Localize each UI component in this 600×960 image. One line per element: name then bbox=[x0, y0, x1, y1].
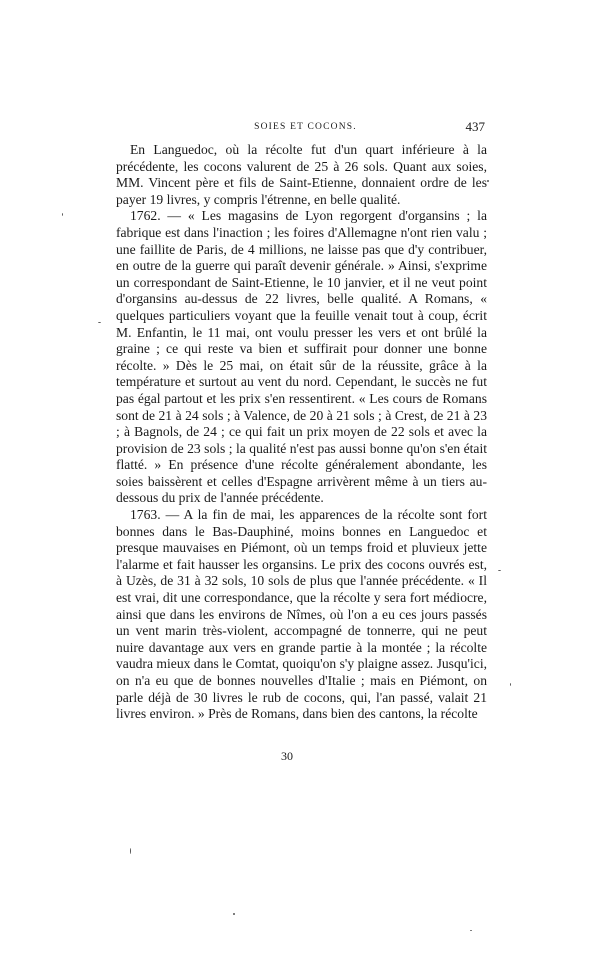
scan-speck bbox=[233, 913, 235, 915]
book-page bbox=[116, 119, 487, 723]
paragraph-1763: 1763. — A la fin de mai, les apparences de la récolte sont fort bonnes dans le Bas-Dauphiné, moins bonnes en Languedoc et presque mauvaises en Piémont, où un temps froid et pluvieux jette l'alarme et fait hausser les organsins. Le prix des cocons ouvrés est, à Uzès, de 31 à 32 sols, 10 sols de plus que l'année précédente. « Il est vrai, dit une correspondance, que la récolte y sera fort médiocre, ainsi que dans les environs de Nîmes, où l'on a eu ces jours passés un vent marin très-violent, accompagné de tonnerre, qui ne peut nuire davantage aux vers en grande partie à la montée ; la récolte vaudra mieux dans le Comtat, quoiqu'on s'y plaigne assez. Jusqu'ici, on n'a eu que de bonnes nouvelles d'Italie ; mais en Piémont, on parle déjà de 30 livres le rub de cocons, qui, l'an passé, valait 21 livres environ. » Près de Romans, dans bien des cantons, la récolte bbox=[116, 507, 487, 722]
paragraph-languedoc: En Languedoc, où la récolte fut d'un quart inférieure à la précédente, les cocons valurent de 25 à 26 sols. Quant aux soies, MM. Vincent père et fils de Saint-Etienne, donnaient ordre de les payer 19 livres, y compris l'étrenne, en belle qualité. bbox=[116, 142, 487, 207]
scan-speck bbox=[510, 683, 511, 686]
scan-speck bbox=[62, 213, 63, 216]
running-header bbox=[116, 119, 487, 138]
paragraph-1762: 1762. — « Les magasins de Lyon regorgent d'organsins ; la fabrique est dans l'inaction ; les foires d'Allemagne n'ont rien valu ; une faillite de Paris, de 4 millions, ne laisse pas que d'y contribuer, en outre de la guerre qui paraît devenir générale. » Ainsi, s'exprime un correspondant de Saint-Etienne, le 10 janvier, et il ne veut point d'organsins au-dessus de 22 livres, belle qualité. A Romans, « quelques particuliers voyant que la feuille venait tout à coup, écrit M. Enfantin, le 11 mai, ont voulu presser les vers et ont brûlé la graine ; ce qui reste va bien et suffirait pour donner une bonne récolte. » Dès le 25 mai, on était sûr de la réussite, grâce à la température et surtout au vent du nord. Cependant, le succès ne fut pas égal partout et les prix s'en ressentirent. « Les cours de Romans sont de 21 à 24 sols ; à Valence, de 20 à 21 sols ; à Crest, de 21 à 23 ; à Bagnols, de 24 ; ce qui fait un prix moyen de 22 sols et avec la provision de 23 sols ; la qualité n'est pas aussi bonne qu'on s'en était flatté. » En présence d'une récolte généralement abondante, les soies baissèrent et celles d'Espagne arrivèrent même à un tiers au-dessous du prix de l'année précédente. bbox=[116, 208, 487, 506]
signature-mark: 30 bbox=[281, 749, 293, 763]
scan-speck bbox=[98, 322, 101, 323]
scan-speck bbox=[470, 930, 472, 931]
scan-speck bbox=[130, 848, 131, 854]
running-title: SOIES ET COCONS. bbox=[254, 122, 357, 132]
page-number: 437 bbox=[465, 119, 485, 134]
scan-speck bbox=[487, 180, 489, 182]
scan-speck bbox=[498, 570, 501, 571]
